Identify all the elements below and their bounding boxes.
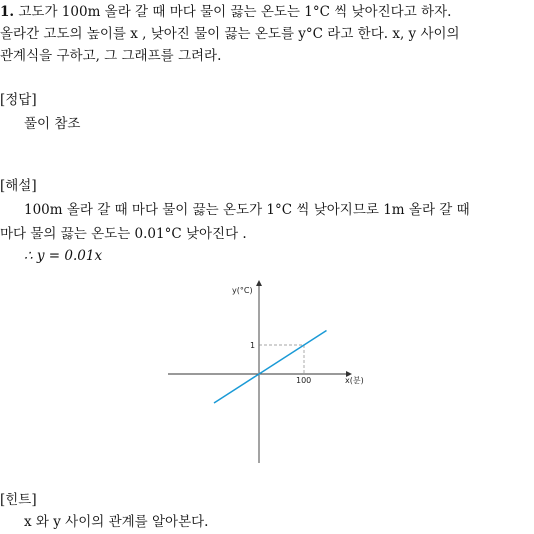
y-tick-label: 1 xyxy=(250,341,256,350)
problem-text-1: 고도가 100m 올라 갈 때 마다 물이 끓는 온도는 1°C 씩 낮아진다고 하자. xyxy=(18,4,452,20)
x-tick-label: 100 xyxy=(296,376,312,385)
solution-heading: [해설] xyxy=(0,178,37,194)
x-axis-label: x(분) xyxy=(345,376,364,385)
y-axis-label: y(°C) xyxy=(232,286,253,295)
y-axis-arrow xyxy=(256,280,262,286)
hint-text: x 와 y 사이의 관계를 알아본다. xyxy=(24,514,209,530)
solution-text-2: 마다 물의 끓는 온도는 0.01°C 낮아진다 . xyxy=(0,226,247,242)
problem-text-2: 올라간 고도의 높이를 x , 낮아진 물이 끓는 온도를 y°C 라고 한다. x, y 사이의 xyxy=(0,26,460,42)
answer-text: 풀이 참조 xyxy=(24,116,81,132)
problem-number: 1. xyxy=(0,4,15,20)
hint-heading: [힌트] xyxy=(0,492,37,508)
series-line-0 xyxy=(214,331,327,404)
answer-heading: [정답] xyxy=(0,92,37,108)
problem-text-3: 관계식을 구하고, 그 그래프를 그려라. xyxy=(0,48,222,64)
solution-formula: ∴ y = 0.01x xyxy=(24,248,103,264)
solution-text-1: 100m 올라 갈 때 마다 물이 끓는 온도가 1°C 씩 낮아지므로 1m 올라 갈 때 xyxy=(24,202,470,218)
